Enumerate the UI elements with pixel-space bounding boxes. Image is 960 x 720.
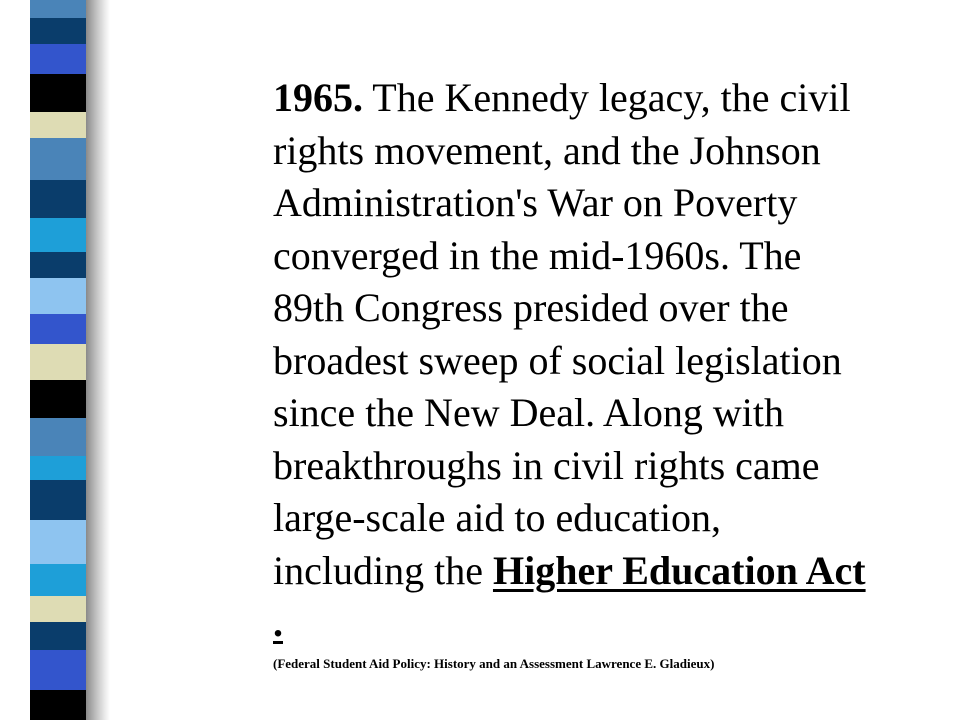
slide-content [273, 72, 873, 672]
stripe-block [30, 520, 86, 564]
stripe-block [30, 690, 86, 720]
stripe-block [30, 650, 86, 690]
stripe-block [30, 138, 86, 180]
slide-year: 1965. [273, 75, 363, 120]
stripe-block [30, 480, 86, 520]
stripe-shadow [86, 0, 110, 720]
stripe-block [30, 380, 86, 418]
stripe-block [30, 0, 86, 18]
stripe-block [30, 74, 86, 112]
stripe-block [30, 180, 86, 218]
stripe-block [30, 456, 86, 480]
higher-education-act-link[interactable]: Higher Education Act . [273, 547, 866, 645]
stripe-block [30, 622, 86, 650]
stripe-block [30, 418, 86, 456]
decorative-stripe-bar [30, 0, 86, 720]
stripe-block [30, 596, 86, 622]
slide-citation: (Federal Student Aid Policy: History and an Assessment Lawrence E. Gladieux) [273, 655, 715, 671]
slide-body-text: The Kennedy legacy, the civil rights movement, and the Johnson Administration's War on Poverty converged in the mid-1960s. The 89th Congress presided over the broadest sweep of social legislation since the New Deal. Along with breakthroughs in civil rights came large-scale aid to education, including the [273, 75, 851, 593]
stripe-block [30, 18, 86, 44]
stripe-block [30, 344, 86, 380]
stripe-block [30, 44, 86, 74]
slide-paragraph [273, 72, 873, 650]
stripe-block [30, 278, 86, 314]
stripe-block [30, 252, 86, 278]
stripe-block [30, 218, 86, 252]
stripe-block [30, 564, 86, 596]
stripe-block [30, 314, 86, 344]
stripe-block [30, 112, 86, 138]
